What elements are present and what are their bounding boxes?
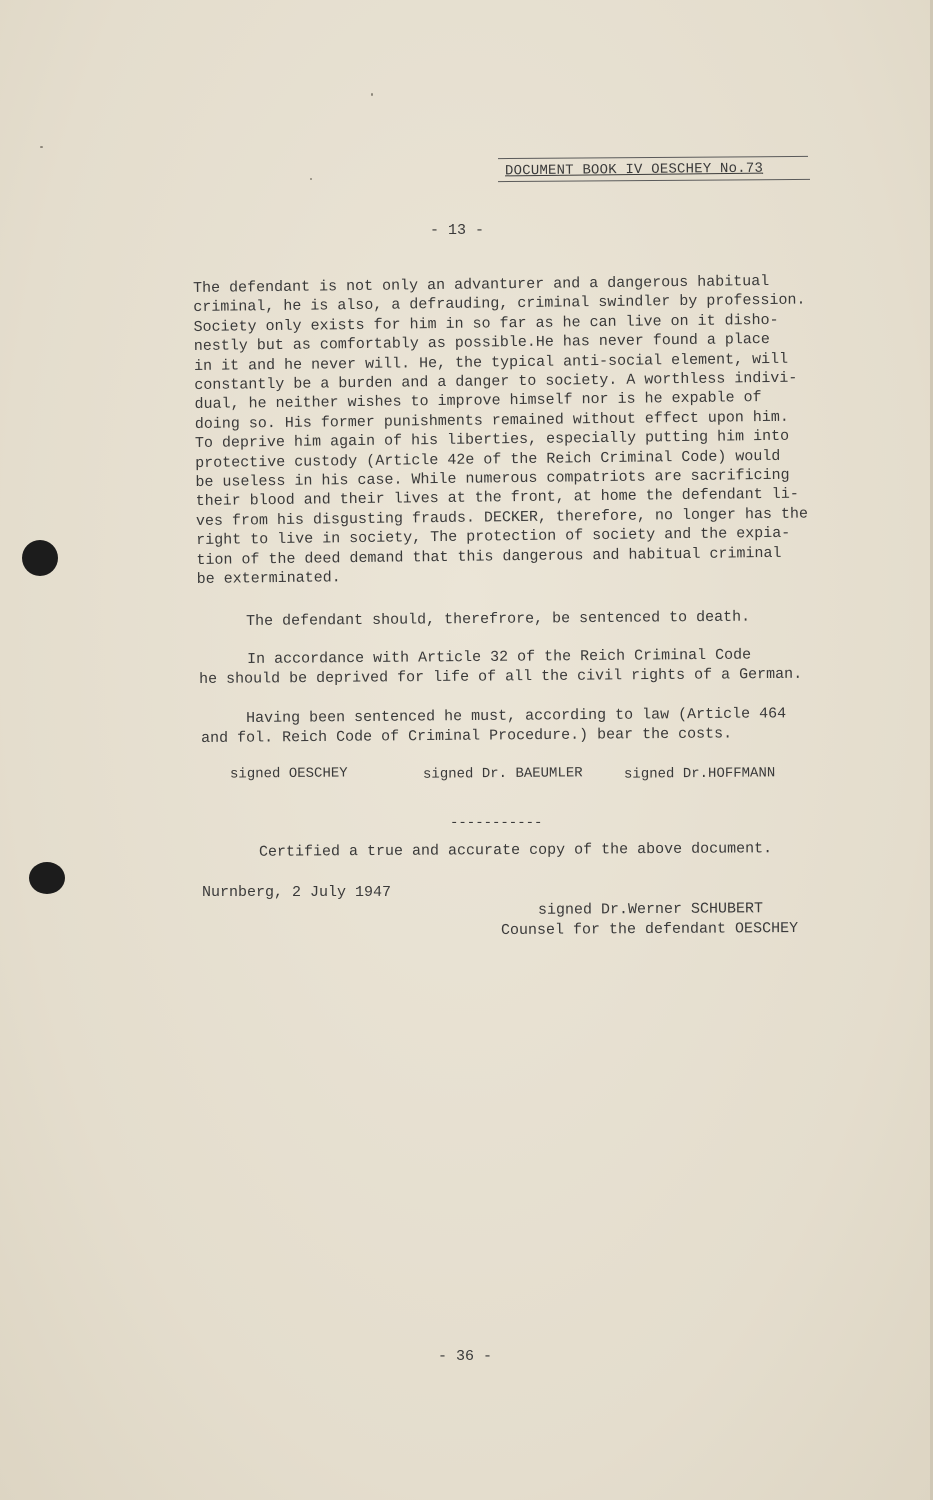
paragraph-line: The defendant is not only an advanturer and a dangerous habitual <box>193 272 770 297</box>
page-number-top: - 13 - <box>430 222 485 239</box>
counsel-role: Counsel for the defendant OESCHEY <box>500 919 799 940</box>
paragraph-line: their blood and their lives at the front, at home the defendant li- <box>195 486 799 511</box>
separator-line: ----------- <box>450 815 543 831</box>
paragraph-line: tion of the deed demand that this dangerous and habitual criminal <box>196 544 782 569</box>
paragraph-line: right to live in society, The protection of society and the expia- <box>196 525 791 550</box>
paper-speck <box>371 93 373 96</box>
punch-hole-lower <box>29 862 65 894</box>
signature-hoffmann: signed Dr.HOFFMANN <box>623 765 776 783</box>
paragraph-line: criminal, he is also, a defrauding, criminal swindler by profession. <box>193 291 806 317</box>
costs-paragraph-line-2: and fol. Reich Code of Criminal Procedure.) bear the costs. <box>201 725 733 747</box>
article-paragraph-line-2: he should be deprived for life of all the civil rights of a German. <box>199 665 803 688</box>
header-rule-bottom <box>498 179 810 182</box>
paragraph-line: Society only exists for him in so far as he can live on it disho- <box>193 311 779 336</box>
header-rule-top <box>498 156 808 159</box>
paragraph-line: in it and he never will. He, the typical anti-social element, will <box>193 350 789 375</box>
signature-baeumler: signed Dr. BAEUMLER <box>422 765 583 783</box>
paragraph-line: nestly but as comfortably as possible.He has never found a place <box>193 331 770 356</box>
paragraph-line: be exterminated. <box>196 569 341 589</box>
paragraph-line: protective custody (Article 42e of the Reich Criminal Code) would <box>195 447 781 472</box>
signature-oeschey: signed OESCHEY <box>229 765 348 783</box>
document-reference: DOCUMENT BOOK IV OESCHEY No.73 <box>504 160 764 180</box>
sentence-paragraph: The defendant should, therefrore, be sentenced to death. <box>246 608 751 630</box>
main-paragraph <box>193 271 859 590</box>
paper-speck <box>40 146 43 148</box>
article-paragraph-line-1: In accordance with Article 32 of the Reich Criminal Code <box>247 646 752 668</box>
paragraph-line: To deprive him again of his liberties, especially putting him into <box>194 427 790 453</box>
counsel-signature: signed Dr.Werner SCHUBERT <box>537 900 764 919</box>
paragraph-line: doing so. His former punishments remained without effect upon him. <box>194 408 789 433</box>
paragraph-line: ves from his disgusting frauds. DECKER, therefore, no longer has the <box>195 505 809 530</box>
place-date: Nurnberg, 2 July 1947 <box>202 884 392 901</box>
page-number-bottom: - 36 - <box>438 1348 493 1365</box>
paragraph-line: constantly be a burden and a danger to society. A worthless indivi- <box>194 369 798 395</box>
paragraph-line: be useless in his case. While numerous compatriots are sacrificing <box>195 466 790 492</box>
certification-statement: Certified a true and accurate copy of the above document. <box>258 840 773 861</box>
costs-paragraph-line-1: Having been sentenced he must, according to law (Article 464 <box>246 705 787 727</box>
punch-hole-upper <box>22 540 58 576</box>
paper-speck <box>310 178 312 180</box>
paragraph-line: dual, he neither wishes to improve himself nor is he expable of <box>194 389 762 414</box>
